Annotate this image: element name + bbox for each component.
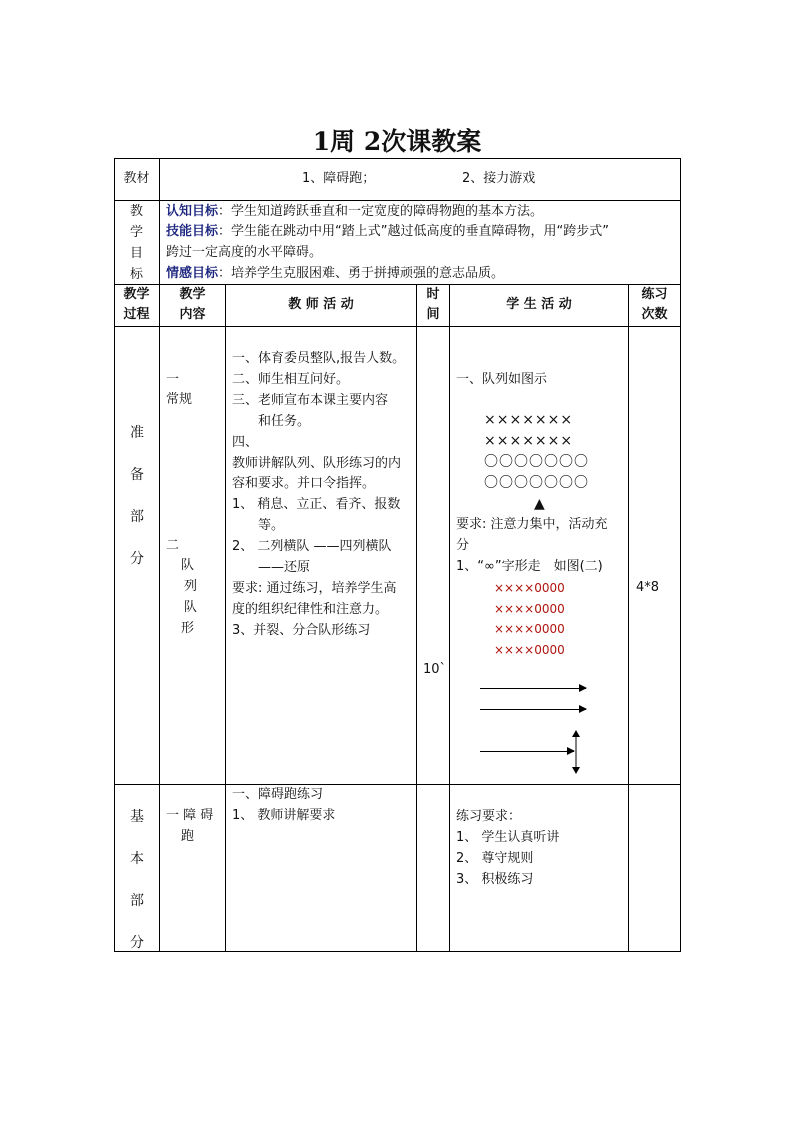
prep-content-char: 队: [181, 558, 195, 573]
basic-content-continued: 跑: [181, 829, 195, 844]
formation-row: ××××0000: [494, 642, 565, 657]
teacher-line: 教师讲解队列、队形练习的内: [232, 455, 402, 471]
teacher-line: 1、 教师讲解要求: [232, 807, 336, 823]
formation-diagram: [484, 410, 589, 494]
skill-goal-label: 技能目标: [166, 224, 219, 239]
prep-label-char: 备: [130, 467, 144, 483]
prep-label-char: 部: [130, 509, 144, 525]
goals-label: 教 学 目 标: [129, 204, 143, 282]
material-item-1: 1、障碍跑；: [302, 171, 376, 186]
teacher-line: 容和要求。并口令指挥。: [232, 476, 376, 492]
prep-reps: 4*8: [636, 580, 660, 595]
student-requirement: 要求: 注意力集中，活动充: [456, 517, 608, 532]
formation-row: 〇〇〇〇〇〇〇: [484, 454, 589, 470]
teacher-line: 一、体育委员整队,报告人数。: [232, 351, 406, 366]
formation-row: ×××××××: [484, 433, 574, 449]
arrow-vertical-icon: [569, 730, 583, 774]
teacher-line: 要求: 通过练习，培养学生高: [232, 580, 397, 596]
prep-content-number-1: 一: [166, 372, 180, 387]
prep-content-char: 形: [181, 621, 195, 636]
column-divider: [159, 326, 160, 952]
formation-row: ××××0000: [494, 581, 565, 595]
student-requirement-continued: 分: [456, 538, 470, 553]
prep-label-char: 分: [130, 551, 144, 567]
prep-teacher-activities: [232, 349, 405, 642]
basic-student-activities: [456, 806, 559, 890]
teacher-line: 1、 稍息、立正、看齐、报数: [232, 497, 401, 513]
emotion-goal-label: 情感目标: [166, 266, 219, 281]
teacher-line: ——还原: [232, 560, 311, 576]
figure-label: 1、“∞”字形走 如图(二): [456, 559, 603, 574]
material-item-2: 2、接力游戏: [462, 171, 536, 186]
formation-row: ××××0000: [494, 622, 565, 636]
row-divider: [114, 784, 681, 785]
prep-time: 10`: [423, 662, 447, 677]
column-divider: [449, 284, 450, 952]
prep-content-number-2: 二: [166, 538, 180, 553]
prep-label-char: 准: [130, 425, 144, 441]
formation-row: ××××0000: [494, 601, 565, 616]
row-divider: [114, 326, 681, 327]
row-divider: [114, 200, 681, 201]
teacher-position-marker: ▲: [534, 496, 545, 512]
basic-label-char: 部: [130, 893, 144, 909]
column-divider: [225, 284, 226, 952]
skill-goal-continued: 跨过一定高度的水平障碍。: [166, 245, 323, 260]
teacher-line: 和任务。: [232, 413, 311, 429]
arrow-right-icon: [480, 709, 586, 710]
basic-teacher-activities: [232, 785, 335, 826]
skill-goal: 技能目标：学生能在跳动中用“踏上式”越过低高度的垂直障碍物，用“跨步式”: [166, 224, 609, 239]
formation-row: 〇〇〇〇〇〇〇: [484, 475, 589, 491]
header-process: 教学 过程: [123, 287, 150, 322]
student-line: 3、 积极练习: [456, 872, 534, 887]
student-intro: 一、队列如图示: [456, 372, 548, 387]
lesson-plan-table: [114, 158, 681, 951]
teacher-line: 等。: [232, 518, 285, 534]
prep-content-char: 队: [184, 600, 198, 615]
student-line: 1、 学生认真听讲: [456, 830, 560, 845]
table-border-top: [114, 158, 681, 159]
prep-content-char: 列: [184, 579, 198, 594]
arrow-right-icon: [480, 688, 586, 689]
student-line: 练习要求：: [456, 809, 522, 824]
column-divider: [416, 284, 417, 952]
cognitive-goal-label: 认知目标: [166, 204, 219, 219]
arrow-right-icon: [480, 751, 574, 752]
header-student: 学 生 活 动: [506, 297, 572, 312]
column-divider: [628, 284, 629, 952]
basic-label-char: 分: [130, 935, 144, 951]
basic-label-char: 基: [130, 809, 144, 825]
student-line: 2、 尊守规则: [456, 851, 534, 866]
teacher-line: 一、障碍跑练习: [232, 787, 324, 802]
header-content: 教学 内容: [179, 287, 206, 322]
basic-label-char: 本: [130, 851, 144, 867]
header-time: 时 间: [426, 287, 440, 322]
teacher-line: 四、: [232, 434, 259, 450]
formation-diagram-2: [494, 578, 565, 660]
teacher-line: 三、老师宣布本课主要内容: [232, 392, 389, 408]
teacher-line: 3、并裂、分合队形练习: [232, 622, 371, 638]
header-teacher: 教 师 活 动: [288, 297, 354, 312]
emotion-goal: 情感目标：培养学生克服困难、勇于拼搏顽强的意志品质。: [166, 266, 505, 281]
page-title: 1周 2次课教案: [312, 127, 482, 156]
prep-content-routine: 常规: [166, 392, 193, 407]
formation-row: ×××××××: [484, 412, 574, 428]
teacher-line: 度的组织纪律性和注意力。: [232, 601, 389, 617]
teacher-line: 2、 二列横队 ——四列横队: [232, 539, 392, 555]
header-reps: 练习 次数: [641, 287, 668, 322]
cognitive-goal: 认知目标：学生知道跨跃垂直和一定宽度的障碍物跑的基本方法。: [166, 204, 544, 219]
material-label: 教材: [123, 171, 150, 186]
table-border-bottom: [114, 951, 681, 952]
table-border-right: [680, 158, 681, 952]
basic-content: 一 障 碍: [166, 808, 214, 823]
teacher-line: 二、师生相互问好。: [232, 371, 350, 387]
